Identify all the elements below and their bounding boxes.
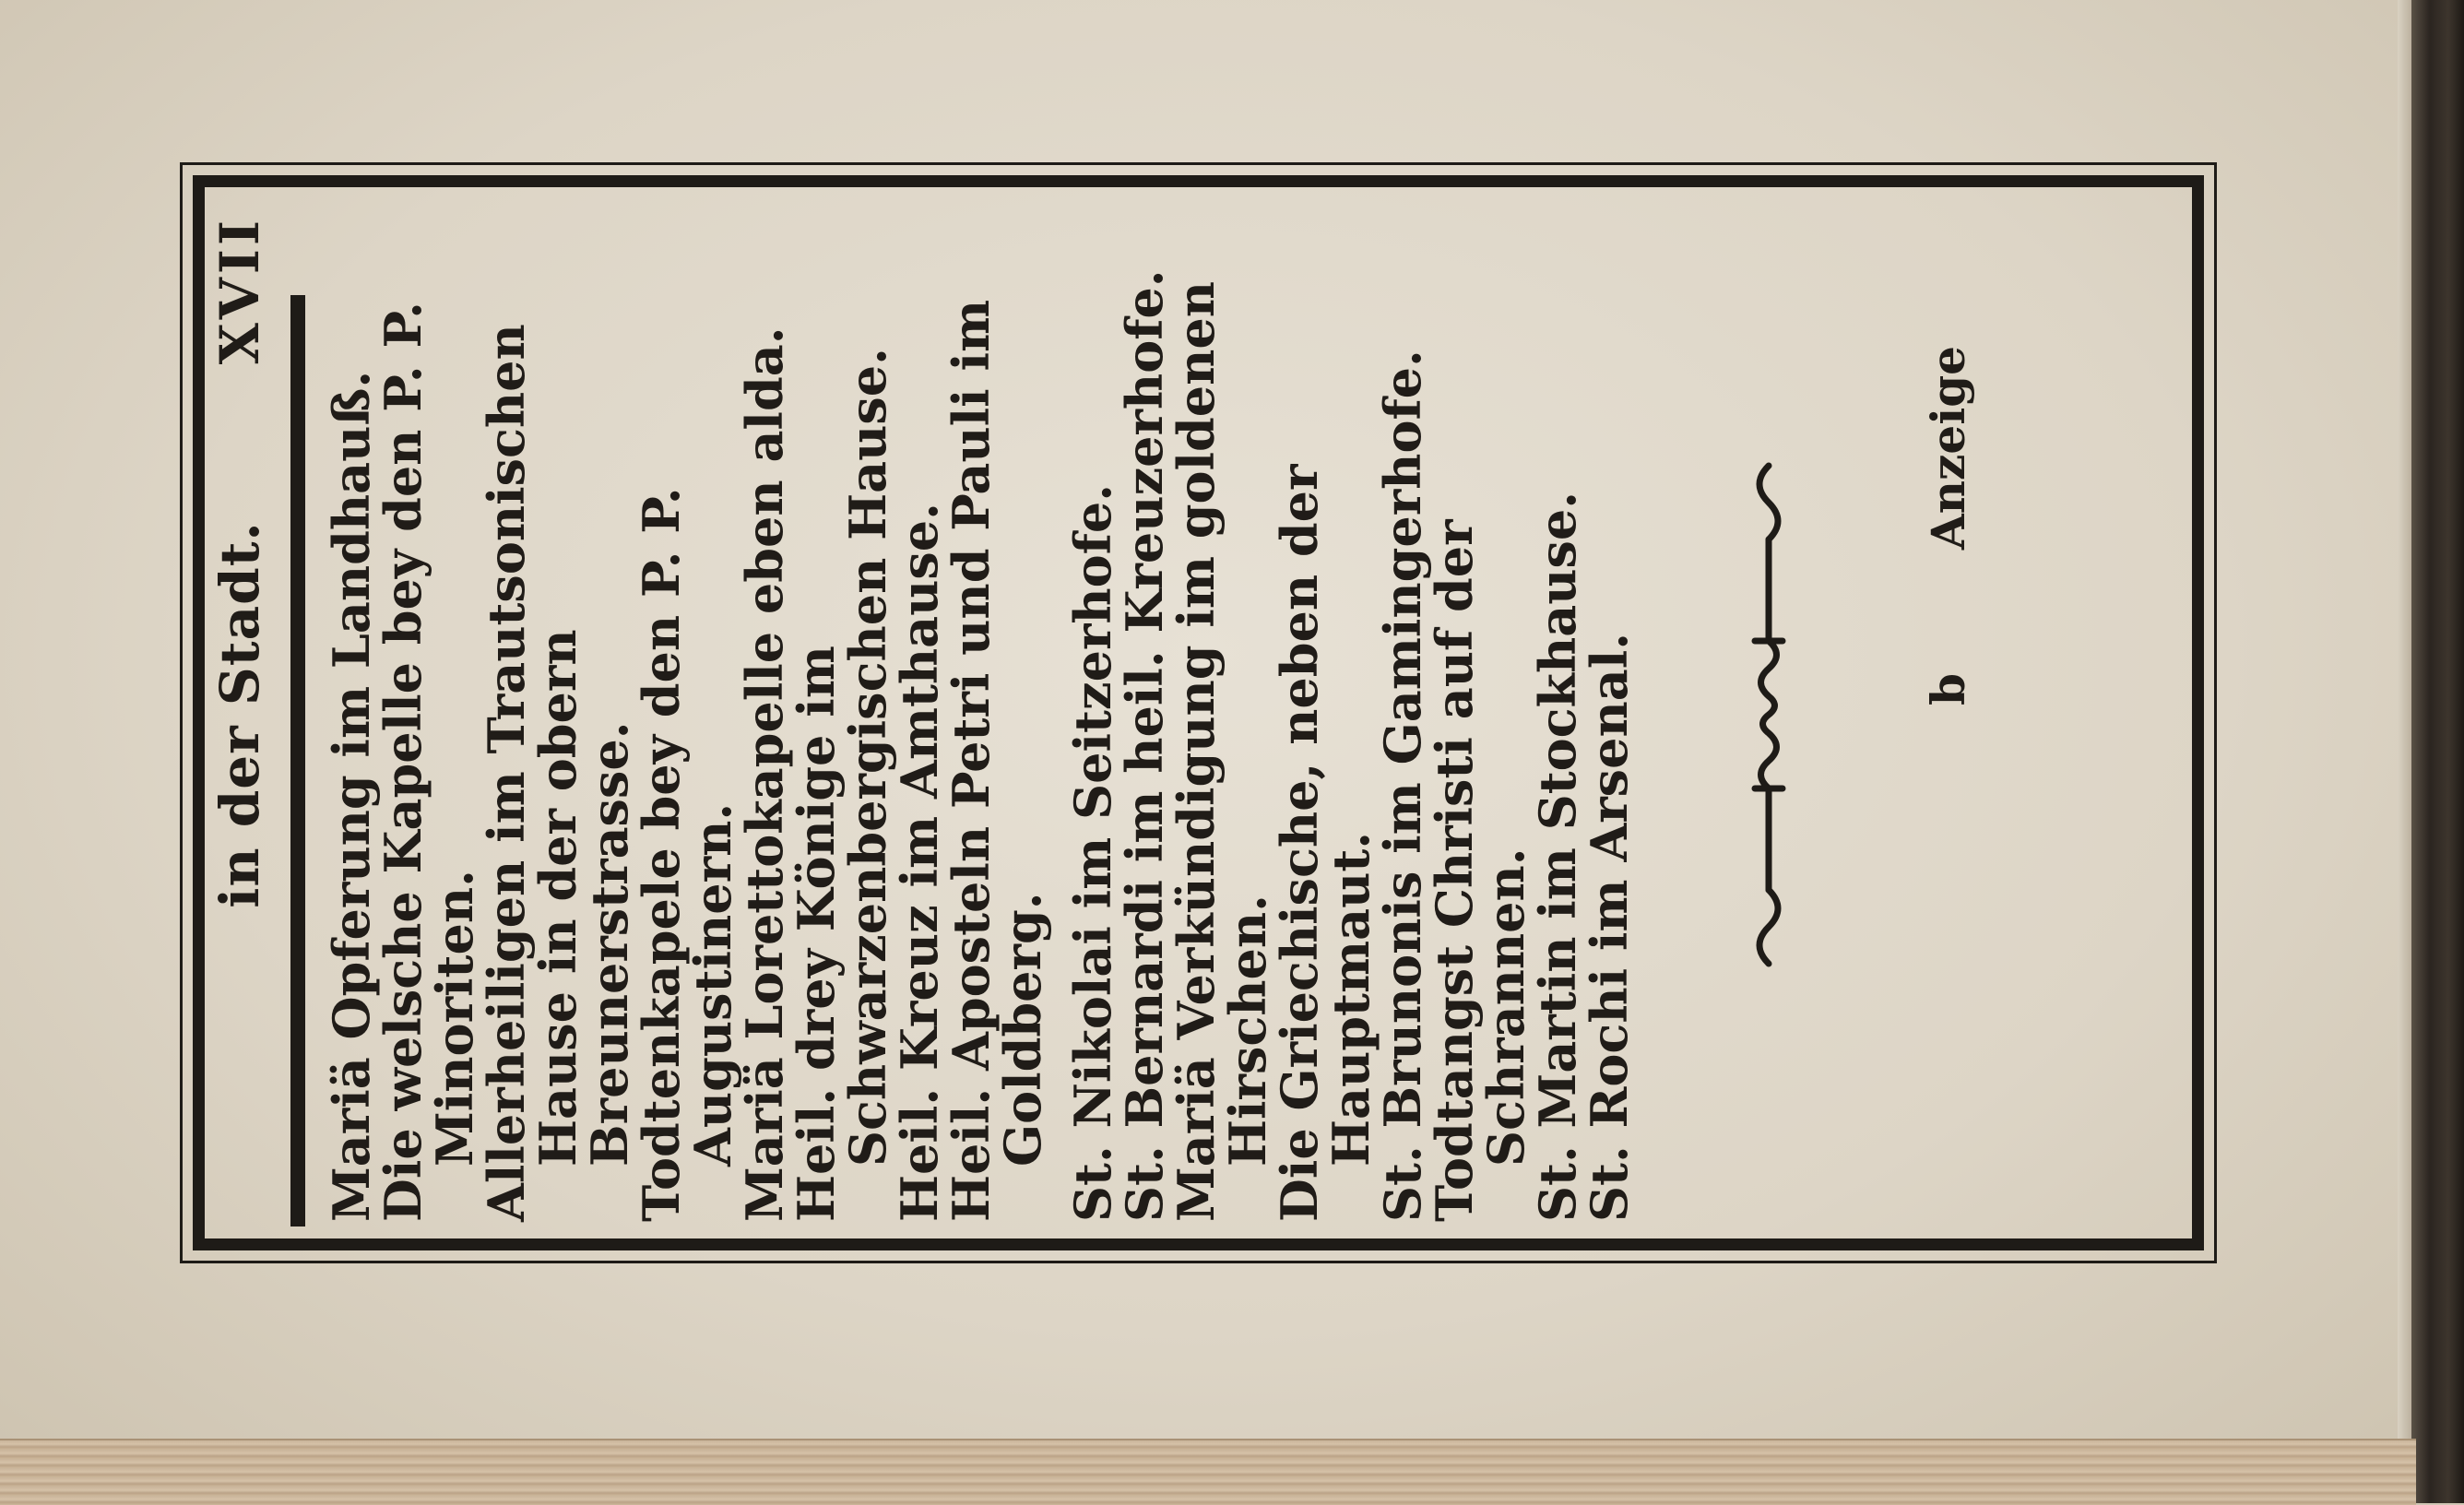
- book-spine-edge: [2411, 0, 2464, 1503]
- list-item: St. Nikolai im Seitzerhofe.: [1063, 483, 1122, 1222]
- list-item: Todtangst Christi auf der Schrannen.: [1425, 519, 1535, 1222]
- list-item: Die welsche Kapelle bey den P. P. Minoriten.: [373, 302, 484, 1222]
- header-rule: [290, 295, 305, 1227]
- list-item: St. Bernardi im heil. Kreuzerhofe.: [1115, 269, 1174, 1222]
- page-content: [198, 207, 2190, 1222]
- list-item: Allerheiligen im Trautsonischen Hause in der obern Breunerstrasse.: [477, 324, 639, 1222]
- list-item: Die Griechische, neben der Hauptmaut.: [1270, 464, 1380, 1222]
- page-header: [198, 207, 281, 1222]
- ornamental-divider-icon: [1746, 456, 1792, 973]
- list-item: St. Brunonis im Gamingerhofe.: [1373, 350, 1432, 1222]
- list-item: Mariä Lorettokapelle eben alda.: [735, 326, 794, 1222]
- rotated-book-page: [180, 157, 2222, 1263]
- list-item: Mariä Verkündigung im goldenen Hirschen.: [1167, 280, 1277, 1222]
- list-item: Mariä Opferung im Landhauß.: [322, 370, 381, 1222]
- running-title: in der Stadt.: [208, 521, 271, 908]
- list-item: Heil. Kreuz im Amthause.: [890, 503, 949, 1222]
- folio-number: XVII: [208, 217, 271, 365]
- list-item: Heil. drey Könige im Schwarzenbergischen Hause.: [787, 348, 897, 1222]
- catchword: Anzeige: [1921, 346, 1975, 551]
- list-item: Heil. Aposteln Petri und Pauli im Goldberg.: [942, 299, 1052, 1222]
- chapel-list: [322, 207, 1639, 1222]
- list-item: St. Rochi im Arsenal.: [1580, 632, 1639, 1222]
- signature-mark: b: [1921, 673, 1975, 705]
- list-item: Todtenkapele bey den P. P. Augustinern.: [632, 487, 742, 1222]
- list-item: St. Martin im Stockhause.: [1528, 491, 1587, 1222]
- page-edge-stack: [0, 1439, 2416, 1505]
- page-footer: [1921, 207, 1995, 1222]
